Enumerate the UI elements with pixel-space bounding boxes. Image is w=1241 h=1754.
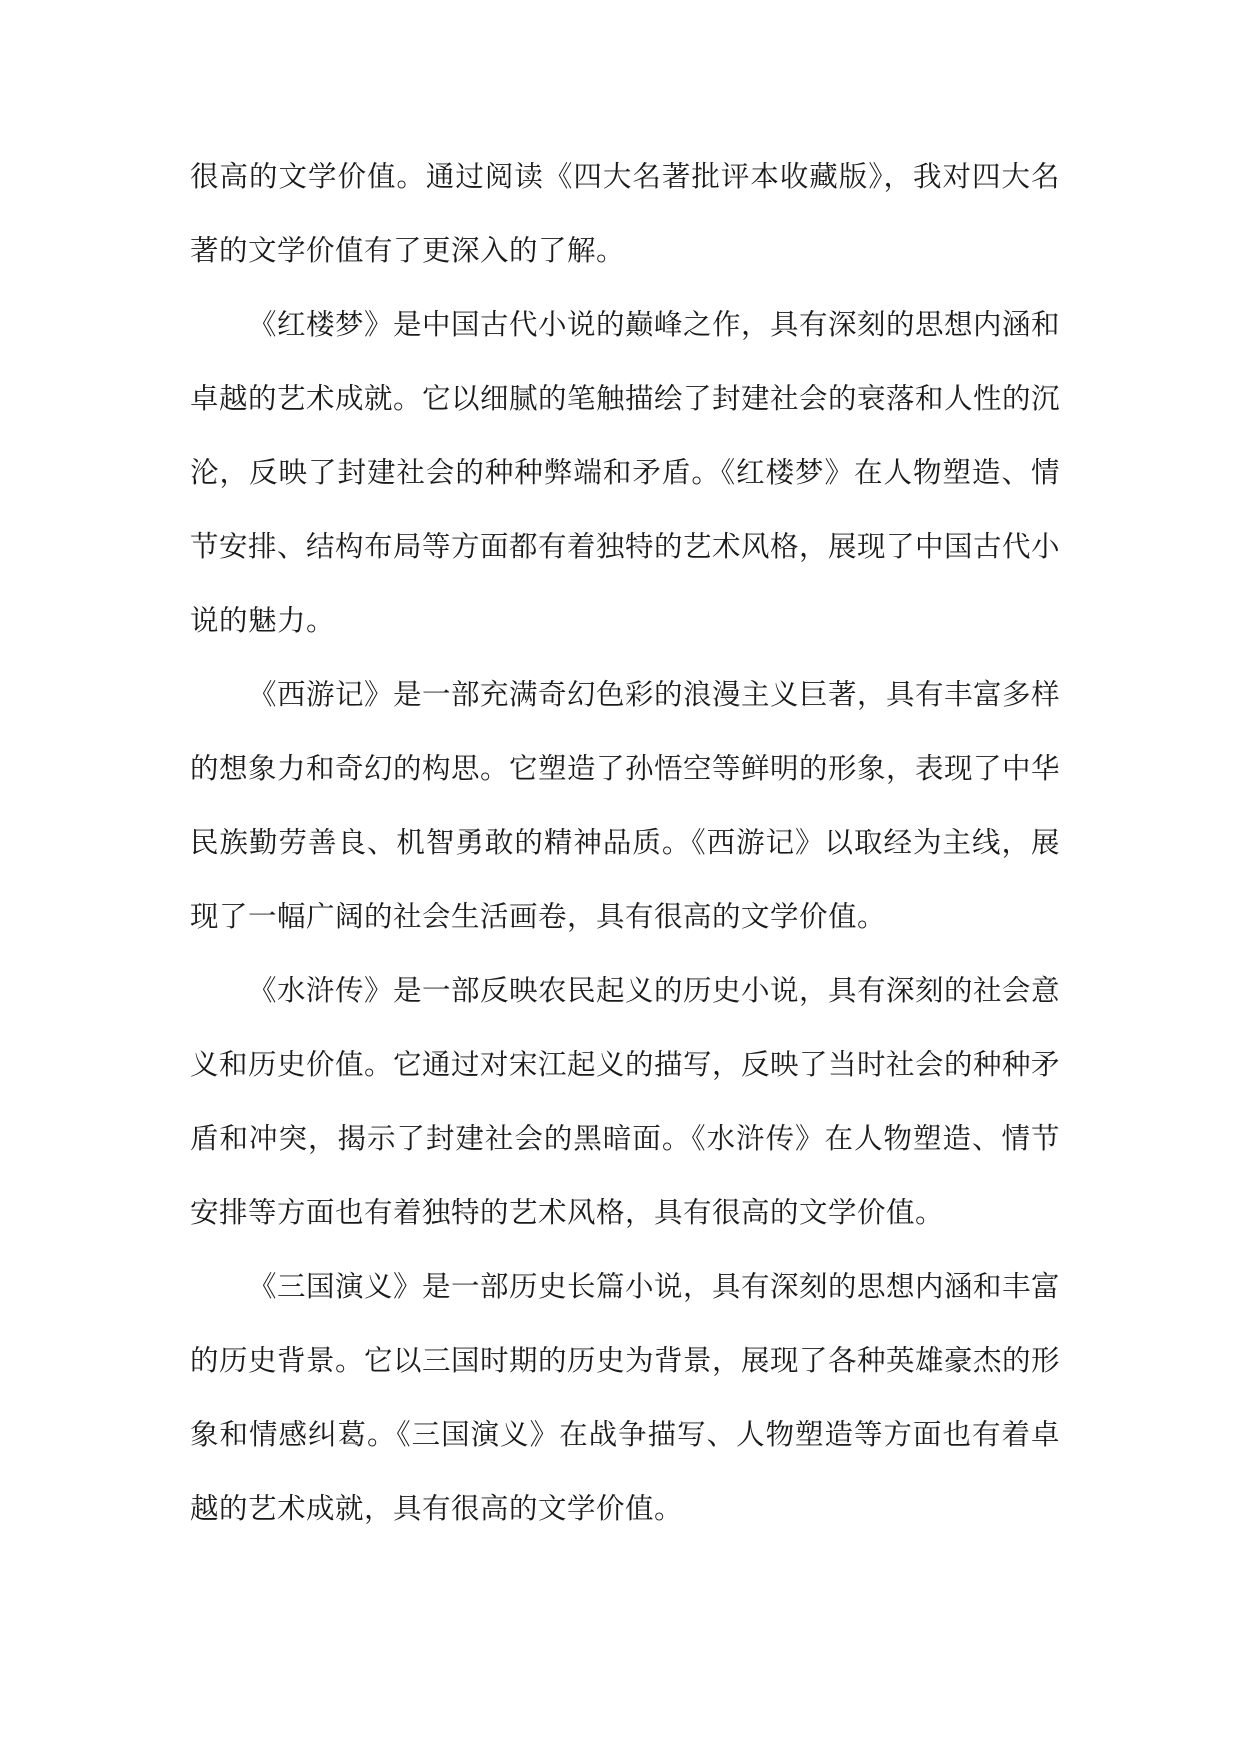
text-line: 很高的文学价值。通过阅读《四大名著批评本收藏版》，我对四大名: [190, 160, 1060, 193]
text-line: 义和历史价值。它通过对宋江起义的描写，反映了当时社会的种种矛: [190, 1048, 1061, 1081]
text-line: 卓越的艺术成就。它以细腻的笔触描绘了封建社会的衰落和人性的沉: [190, 382, 1061, 415]
paragraph-start-line: 《水浒传》是一部反映农民起义的历史小说，具有深刻的社会意: [248, 974, 1061, 1007]
text-line: 的历史背景。它以三国时期的历史为背景，展现了各种英雄豪杰的形: [190, 1344, 1061, 1377]
text-line: 的想象力和奇幻的构思。它塑造了孙悟空等鲜明的形象，表现了中华: [190, 752, 1061, 785]
paragraph-start-line: 《红楼梦》是中国古代小说的巅峰之作，具有深刻的思想内涵和: [248, 308, 1061, 341]
text-line: 安排等方面也有着独特的艺术风格，具有很高的文学价值。: [190, 1196, 945, 1229]
text-line: 沦，反映了封建社会的种种弊端和矛盾。《红楼梦》在人物塑造、情: [190, 456, 1060, 489]
text-line: 越的艺术成就，具有很高的文学价值。: [190, 1492, 684, 1525]
body-text: [190, 140, 1060, 1546]
paragraph-start-line: 《三国演义》是一部历史长篇小说，具有深刻的思想内涵和丰富: [248, 1270, 1061, 1303]
text-line: 说的魅力。: [190, 604, 336, 637]
text-line: 盾和冲突，揭示了封建社会的黑暗面。《水浒传》在人物塑造、情节: [190, 1122, 1060, 1155]
text-line: 民族勤劳善良、机智勇敢的精神品质。《西游记》以取经为主线，展: [190, 826, 1060, 859]
text-line: 象和情感纠葛。《三国演义》在战争描写、人物塑造等方面也有着卓: [190, 1418, 1060, 1451]
text-line: 著的文学价值有了更深入的了解。: [190, 234, 626, 267]
paragraph-start-line: 《西游记》是一部充满奇幻色彩的浪漫主义巨著，具有丰富多样: [248, 678, 1061, 711]
text-line: 节安排、结构布局等方面都有着独特的艺术风格，展现了中国古代小: [190, 530, 1061, 563]
text-line: 现了一幅广阔的社会生活画卷，具有很高的文学价值。: [190, 900, 887, 933]
